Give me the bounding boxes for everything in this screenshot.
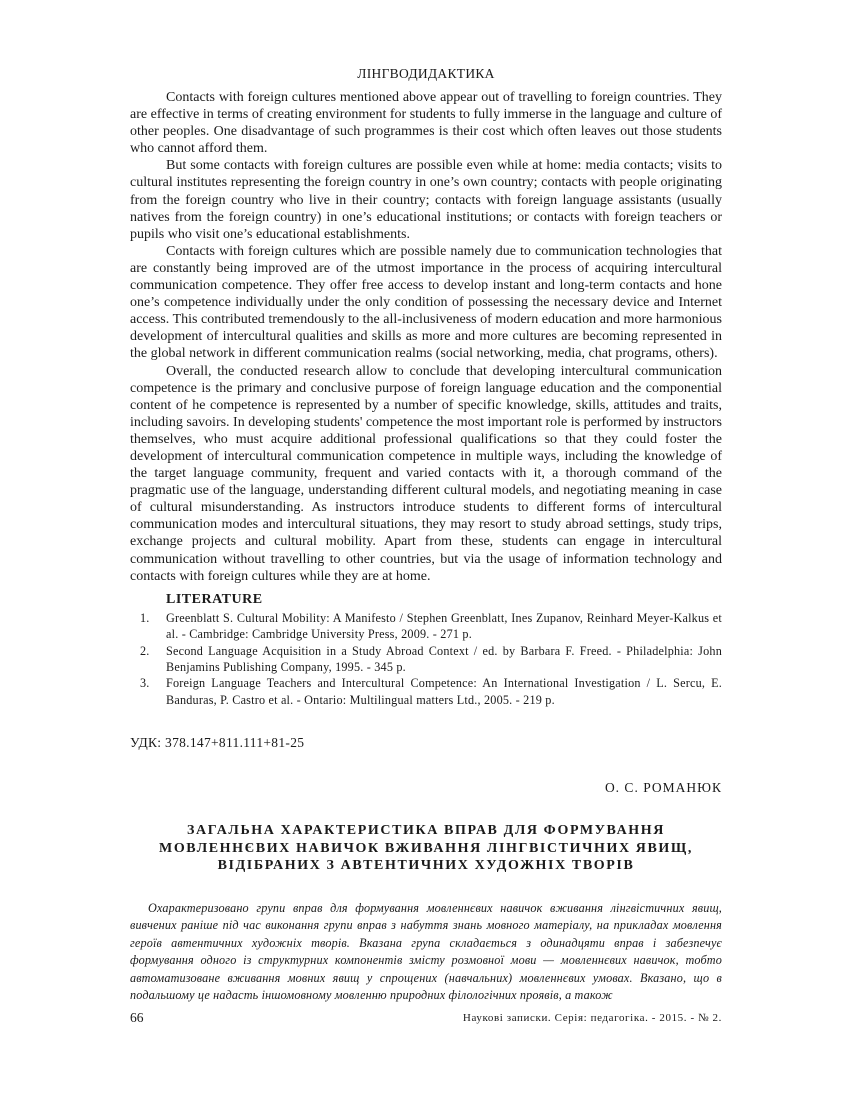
reference-list (130, 610, 722, 708)
article-abstract: Охарактеризовано групи вправ для формування мовленнєвих навичок вживання лінгвістичних явищ, вивчених раніше під час виконання групи вправ з набуття знань мовного матеріалу, на прикладах мовлення героїв автентичних художніх творів. Вказана група складається з одинадцяти вправ і забезпечує формування одного із структурних компонентів змісту розмовної мови — мовленнєвих навичок, тобто автоматизоване вживання мовних явищ у спрощених (навчальних) мовленнєвих умовах. Вказано, що в подальшому це надасть іншомовному мовленню природних філологічних проявів, а також (130, 900, 722, 1003)
paragraph: But some contacts with foreign cultures are possible even while at home: media contacts; visits to cultural institutes representing the foreign country in one’s own country; contacts with people originating from the foreign country who live in their country; contacts with foreign language assistants (usually natives from the foreign country) in one’s educational institutions; or contacts with foreign teachers or pupils who visit one’s educational establishments. (130, 158, 722, 242)
page-content (130, 66, 722, 1005)
paragraph: Overall, the conducted research allow to conclude that developing intercultural communication competence is the primary and conclusive purpose of foreign language education and the componential content of he competence is represented by a number of specific knowledge, skills, attitudes and traits, including savoirs. In developing students' competence the most important role is performed by instructors themselves, who must acquire additional professional qualifications so that they could foster the development of intercultural communication competence in multiple ways, including the knowledge of the target language community, frequent and varied contacts with it, a thorough command of the pragmatic use of the language, understanding different cultural models, and negotiating meaning in case of cultural misunderstanding. As instructors introduce students to different forms of intercultural communication modes and intercultural situations, they may resort to study abroad settings, study trips, exchange projects and cultural mobility. Apart from these, students can engage in intercultural communication without travelling to other countries, but via the usage of information technology and contacts with foreign cultures while they are at home. (130, 363, 722, 584)
reference-number: 2. (140, 643, 150, 658)
reference-number: 1. (140, 610, 150, 625)
reference-text: Greenblatt S. Cultural Mobility: A Manifesto / Stephen Greenblatt, Ines Zupanov, Reinhard Meyer-Kalkus et al. - Cambridge: Cambridge University Press, 2009. - 271 p. (166, 610, 722, 642)
reference-number: 3. (140, 676, 150, 691)
article-title (130, 822, 722, 875)
page-number: 66 (130, 1010, 144, 1025)
literature-heading: LITERATURE (166, 591, 263, 607)
paragraph: Contacts with foreign cultures mentioned above appear out of travelling to foreign countries. They are effective in terms of creating environment for students to fully immerse in the language and culture of other peoples. One disadvantage of such programmes is their cost which often leaves out those students who cannot afford them. (130, 90, 722, 157)
reference-item (130, 610, 722, 643)
title-line: ЗАГАЛЬНА ХАРАКТЕРИСТИКА ВПРАВ ДЛЯ ФОРМУВАННЯ (187, 823, 665, 839)
title-line: МОВЛЕННЄВИХ НАВИЧОК ВЖИВАННЯ ЛІНГВІСТИЧНИХ ЯВИЩ, (159, 840, 693, 856)
paragraph: Contacts with foreign cultures which are possible namely due to communication technologies that are constantly being improved are of the utmost importance in the process of acquiring intercultural communication competence. They offer free access to develop instant and long-term contacts and hone one’s competence individually under the only condition of possessing the necessary device and Internet access. This contributed tremendously to the all-inclusiveness of modern education and more harmonious development of intercultural qualities and skills as more and more cultures are becoming represented in the global network in different communication realms (social networking, media, chat programs, others). (130, 243, 722, 362)
reference-text: Second Language Acquisition in a Study Abroad Context / ed. by Barbara F. Freed. - Philadelphia: John Benjamins Publishing Company, 1995. - 345 p. (166, 643, 722, 674)
reference-item (130, 675, 722, 708)
article-author: О. С. РОМАНЮК (604, 780, 722, 796)
body-text (130, 89, 722, 585)
reference-item (130, 643, 722, 676)
udk-code: УДК: 378.147+811.111+81-25 (130, 735, 305, 751)
title-line: ВІДІБРАНИХ З АВТЕНТИЧНИХ ХУДОЖНІХ ТВОРІВ (217, 858, 635, 874)
journal-name: Наукові записки. Серія: педагогіка. - 2015. - № 2. (462, 1012, 722, 1024)
reference-text: Foreign Language Teachers and Intercultural Competence: An International Investigation / L. Sercu, E. Banduras, P. Castro et al. - Ontario: Multilingual matters Ltd., 2005. - 219 p. (166, 676, 722, 707)
running-header: ЛІНГВОДИДАКТИКА (357, 66, 495, 81)
